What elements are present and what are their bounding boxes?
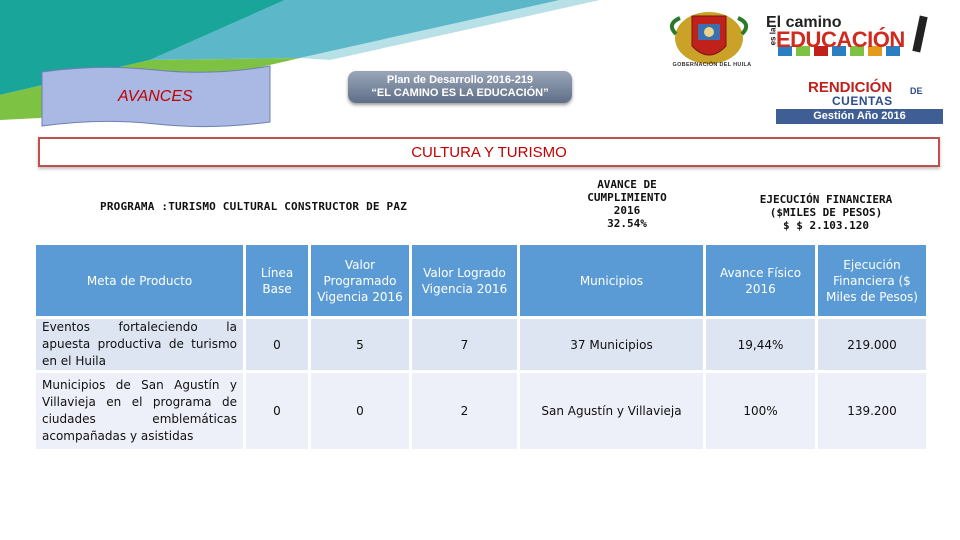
header-linea-base: Línea Base bbox=[246, 245, 308, 316]
cell-linea-base: 0 bbox=[246, 319, 308, 370]
header-avance-fisico: Avance Físico 2016 bbox=[706, 245, 815, 316]
header-municipios: Municipios bbox=[520, 245, 703, 316]
avance-line-2: CUMPLIMIENTO bbox=[587, 191, 667, 204]
avances-label: AVANCES bbox=[118, 88, 193, 105]
pencil-icon bbox=[912, 16, 927, 53]
plan-line-2: “EL CAMINO ES LA EDUCACIÓN” bbox=[371, 87, 549, 99]
rendicion-cuentas: CUENTAS bbox=[832, 94, 893, 108]
ejecucion-financiera bbox=[720, 193, 932, 232]
avance-cumplimiento bbox=[560, 178, 694, 230]
ejecucion-value: $ $ 2.103.120 bbox=[782, 219, 870, 232]
cell-municipios: San Agustín y Villavieja bbox=[520, 373, 703, 449]
table-header-row bbox=[36, 245, 926, 316]
header-valor-logrado: Valor Logrado Vigencia 2016 bbox=[412, 245, 517, 316]
plan-line-1: Plan de Desarrollo 2016-219 bbox=[386, 74, 534, 86]
rendicion-title: RENDICIÓN bbox=[808, 79, 893, 96]
cell-avance-fisico: 100% bbox=[706, 373, 815, 449]
gobernacion-label: GOBERNACIÓN DEL HUILA bbox=[672, 62, 752, 68]
cell-municipios: 37 Municipios bbox=[520, 319, 703, 370]
cell-valor-logrado: 7 bbox=[412, 319, 517, 370]
section-bar bbox=[38, 137, 940, 167]
header-valor-programado: Valor Programado Vigencia 2016 bbox=[311, 245, 409, 316]
coat-of-arms-icon bbox=[672, 12, 746, 64]
header-meta-producto: Meta de Producto bbox=[36, 245, 243, 316]
rendicion-year-bar: Gestión Año 2016 bbox=[776, 109, 943, 124]
ejecucion-line-1: EJECUCIÓN FINANCIERA bbox=[759, 193, 893, 206]
cell-meta: Eventos fortaleciendo la apuesta productiva de turismo en el Huila bbox=[36, 319, 243, 370]
programa-label: PROGRAMA :TURISMO CULTURAL CONSTRUCTOR DE PAZ bbox=[100, 200, 408, 213]
cell-linea-base: 0 bbox=[246, 373, 308, 449]
header-ejecucion-financiera: Ejecución Financiera ($ Miles de Pesos) bbox=[818, 245, 926, 316]
cell-ejecucion-financiera: 219.000 bbox=[818, 319, 926, 370]
ejecucion-line-2: ($MILES DE PESOS) bbox=[769, 206, 883, 219]
cell-ejecucion-financiera: 139.200 bbox=[818, 373, 926, 449]
cell-valor-programado: 0 bbox=[311, 373, 409, 449]
table-row bbox=[36, 373, 926, 449]
avance-line-3: 2016 bbox=[613, 204, 641, 217]
rendicion-de: DE bbox=[910, 86, 923, 96]
avance-line-1: AVANCE DE bbox=[597, 178, 657, 191]
section-title: CULTURA Y TURISMO bbox=[411, 144, 567, 161]
cell-meta: Municipios de San Agustín y Villavieja en el programa de ciudades emblemáticas acompañadas y asistidas bbox=[36, 373, 243, 449]
table-row bbox=[36, 319, 926, 370]
metas-table bbox=[33, 242, 929, 452]
cell-avance-fisico: 19,44% bbox=[706, 319, 815, 370]
es-la-label: es la bbox=[768, 27, 778, 46]
el-camino-label: El camino bbox=[766, 14, 842, 31]
educacion-label: EDUCACIÓN bbox=[776, 27, 905, 52]
cell-valor-logrado: 2 bbox=[412, 373, 517, 449]
cell-valor-programado: 5 bbox=[311, 319, 409, 370]
plan-desarrollo-banner bbox=[348, 71, 572, 103]
avance-value: 32.54% bbox=[607, 217, 647, 230]
